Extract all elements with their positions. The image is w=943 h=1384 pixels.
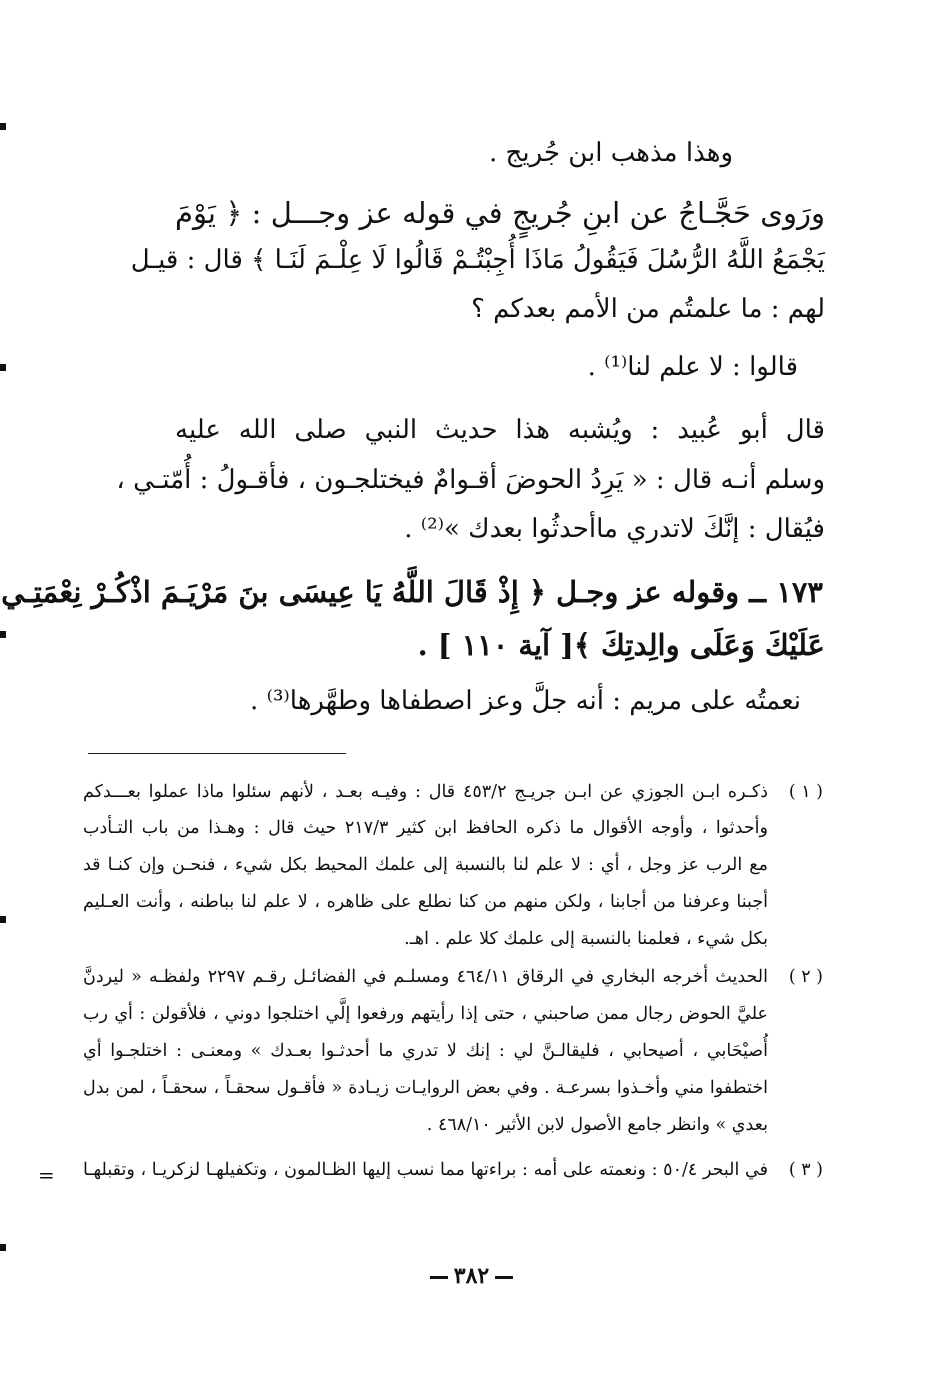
margin-mark <box>0 631 6 638</box>
page-number <box>0 1263 943 1289</box>
footnote-2-number: ( ٢ ) <box>788 967 823 987</box>
verse-173-line-1: ١٧٣ ــ وقوله عز وجـل ﴿ إِذْ قَالَ اللَّهُ يَا عِيسَى بنَ مَرْيَـمَ اذْكُـرْ نِعْمَتِـي <box>1 575 823 609</box>
continuation-mark: = <box>38 1163 55 1187</box>
margin-mark <box>0 123 6 130</box>
footnote-3-line: في البحر ٥٠/٤ : ونعمته على أمه : براءتها مما نسب إليها الظـالمون ، وتكفيلهـا لزكريـا ، وتقبلهـا <box>83 1160 768 1180</box>
paragraph-abu-ubayd-line-1: قال أبو عُبيد : ويُشبه هذا حديث النبي صلى الله عليه <box>175 415 825 445</box>
footnote-1-line: وأحدثوا ، وأوجه الأقوال ما ذكره الحافظ ابن كثير ٢١٧/٣ حيث قال : وهـذا من باب التـأدب <box>83 818 768 838</box>
footnote-1-line: مع الرب عز وجل ، أي : لا علم لنا بالنسبة إلى علمك المحيط بكل شيء ، فنحـن وإن كنـا قد <box>83 855 768 875</box>
margin-mark <box>0 364 6 371</box>
page-number-value: ٣٨٢ <box>453 1263 490 1289</box>
margin-mark <box>0 1244 6 1251</box>
footnote-2-line: أُصيْحَابي ، أصيحابي ، فليقالـنَّ لي : إنك لا تدري ما أحدثـوا بعـدك » ومعنـى : اختلجـوا أي <box>83 1041 768 1061</box>
paragraph-ibn-jurayj: وهذا مذهب ابن جُريج . <box>489 138 733 168</box>
page-number-dash <box>495 1276 513 1279</box>
margin-mark <box>0 916 6 923</box>
footnote-1-line: أجبنا وعرفنا من أجابنا ، ولكن منهم من كنا نطلع على ظاهره ، لا علم لنا بباطنه ، وأنت العـليم <box>83 892 768 912</box>
footnote-2-line: عليَّ الحوض رجال ممن صاحبني ، حتى إذا رأيتهم ورفعوا إلَّي اختلجوا دوني ، فلأقولن : أي رب <box>83 1004 768 1024</box>
footnote-2-line: بعدي » وانظر جامع الأصول لابن الأثير ٤٦٨/١٠ . <box>426 1115 768 1135</box>
footnote-1-line: بكل شيء ، فعلمنا بالنسبة إلى علمك كلا علم . اهـ. <box>404 929 768 949</box>
paragraph-abu-ubayd-line-3: فيُقال : إنَّكَ لاتدري ماأحدثُوا بعدك »⁽²⁾ . <box>404 514 825 544</box>
paragraph-hajjaj-line-2: يَجْمَعُ اللَّهُ الرُّسُلَ فَيَقُولُ مَاذَا أُجِبْتُـمْ قَالُوا لَا عِلْـمَ لَنَـا ﴾ قال : قيـل <box>130 245 825 275</box>
page-number-dash <box>430 1276 448 1279</box>
verse-173-line-2: عَلَيْكَ وَعَلَى والِدتِكَ ﴾[ آية ١١٠ ] . <box>417 628 825 662</box>
footnote-2-line: اختطفوا مني وأخـذوا بسرعـة . وفي بعض الروايـات زيـادة « فأقـول سحقـاً ، سحقـاً ، لمن بدل <box>83 1078 768 1098</box>
footnote-1-number: ( ١ ) <box>788 782 823 802</box>
footnote-separator <box>88 753 346 754</box>
paragraph-abu-ubayd-line-2: وسلم أنـه قال : « يَرِدُ الحوضَ أقـوامٌ فيختلجـون ، فأقـولُ : أُمّتـي ، <box>116 465 825 495</box>
footnote-3-number: ( ٣ ) <box>788 1160 823 1180</box>
paragraph-hajjaj-line-1: ورَوى حَجَّـاجُ عن ابنِ جُريجٍ في قوله عز وجـــل : ﴿ يَوْمَ <box>175 196 825 230</box>
paragraph-hajjaj-line-3: لهم : ما علمتُم من الأمم بعدكم ؟ <box>471 294 825 324</box>
paragraph-qalu: قالوا : لا علم لنا⁽¹⁾ . <box>587 352 798 382</box>
paragraph-nimatuhu: نعمتُه على مريم : أنه جلَّ وعز اصطفاها وطهَّرها⁽³⁾ . <box>250 686 801 716</box>
footnote-2-line: الحديث أخرجه البخاري في الرقاق ٤٦٤/١١ ومسلـم في الفضائـل رقـم ٢٢٩٧ ولفظـه « ليردنَّ <box>83 967 769 987</box>
footnote-1-line: ذكـره ابـن الجوزي عن ابـن جريـج ٤٥٣/٢ قال : وفيـه بعـد ، لأنهم سئلوا ماذا عملوا بعـــدكم <box>83 782 768 802</box>
